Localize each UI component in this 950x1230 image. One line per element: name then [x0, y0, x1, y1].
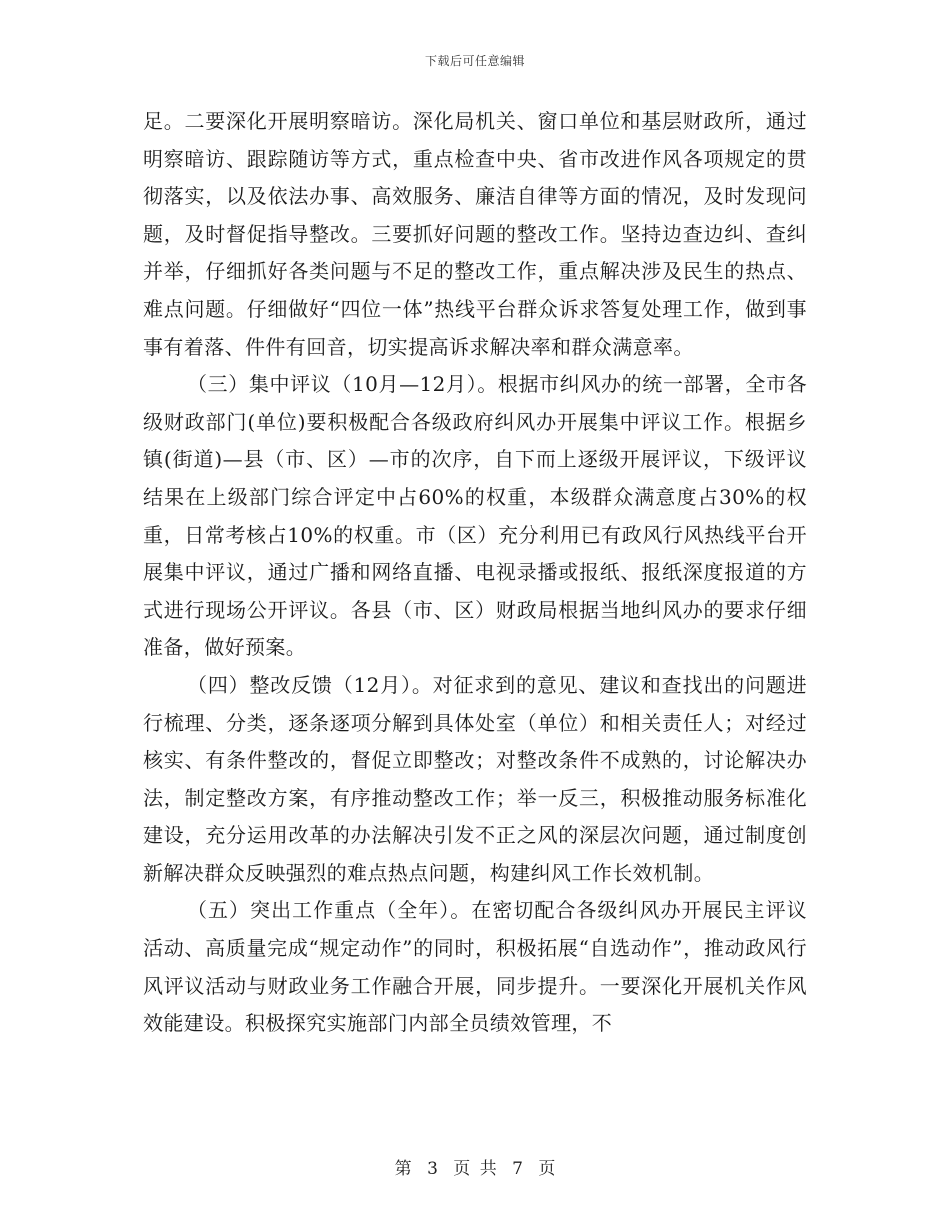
- page-prefix: 第: [394, 1159, 412, 1179]
- document-body: [143, 103, 807, 1043]
- paragraph-section-3: （三）集中评议（10月—12月）。根据市纠风办的统一部署，全市各级财政部门(单位)要积极配合各级政府纠风办开展集中评议工作。根据乡镇(街道)—县（市、区）—市的次序，自下而上逐级开展评议，下级评议结果在上级部门综合评定中占60%的权重，本级群众满意度占30%的权重，日常考核占10%的权重。市（区）充分利用已有政风行风热线平台开展集中评议，通过广播和网络直播、电视录播或报纸、报纸深度报道的方式进行现场公开评议。各县（市、区）财政局根据当地纠风办的要求仔细准备，做好预案。: [143, 372, 807, 660]
- paragraph-section-5: （五）突出工作重点（全年）。在密切配合各级纠风办开展民主评议活动、高质量完成“规定动作”的同时，积极拓展“自选动作”，推动政风行风评议活动与财政业务工作融合开展，同步提升。一要深化开展机关作风效能建设。积极探究实施部门内部全员绩效管理，不: [143, 898, 807, 1036]
- page-current: 3: [427, 1159, 438, 1179]
- page-number-footer: [0, 1154, 950, 1179]
- page-suffix: 页: [538, 1159, 556, 1179]
- paragraph-continuation: 足。二要深化开展明察暗访。深化局机关、窗口单位和基层财政所，通过明察暗访、跟踪随访等方式，重点检查中央、省市改进作风各项规定的贯彻落实，以及依法办事、高效服务、廉洁自律等方面的情况，及时发现问题，及时督促指导整改。三要抓好问题的整改工作。坚持边查边纠、查纠并举，仔细抓好各类问题与不足的整改工作，重点解决涉及民生的热点、难点问题。仔细做好“四位一体”热线平台群众诉求答复处理工作，做到事事有着落、件件有回音，切实提高诉求解决率和群众满意率。: [143, 109, 807, 359]
- page-mid: 页 共: [453, 1159, 497, 1179]
- download-note: 下载后可任意编辑: [424, 54, 525, 68]
- page-total: 7: [512, 1159, 523, 1179]
- paragraph-section-4: （四）整改反馈（12月）。对征求到的意见、建议和查找出的问题进行梳理、分类，逐条逐项分解到具体处室（单位）和相关责任人；对经过核实、有条件整改的，督促立即整改；对整改条件不成熟的，讨论解决办法，制定整改方案，有序推动整改工作；举一反三，积极推动服务标准化建设，充分运用改革的办法解决引发不正之风的深层次问题，通过制度创新解决群众反映强烈的难点热点问题，构建纠风工作长效机制。: [143, 672, 807, 885]
